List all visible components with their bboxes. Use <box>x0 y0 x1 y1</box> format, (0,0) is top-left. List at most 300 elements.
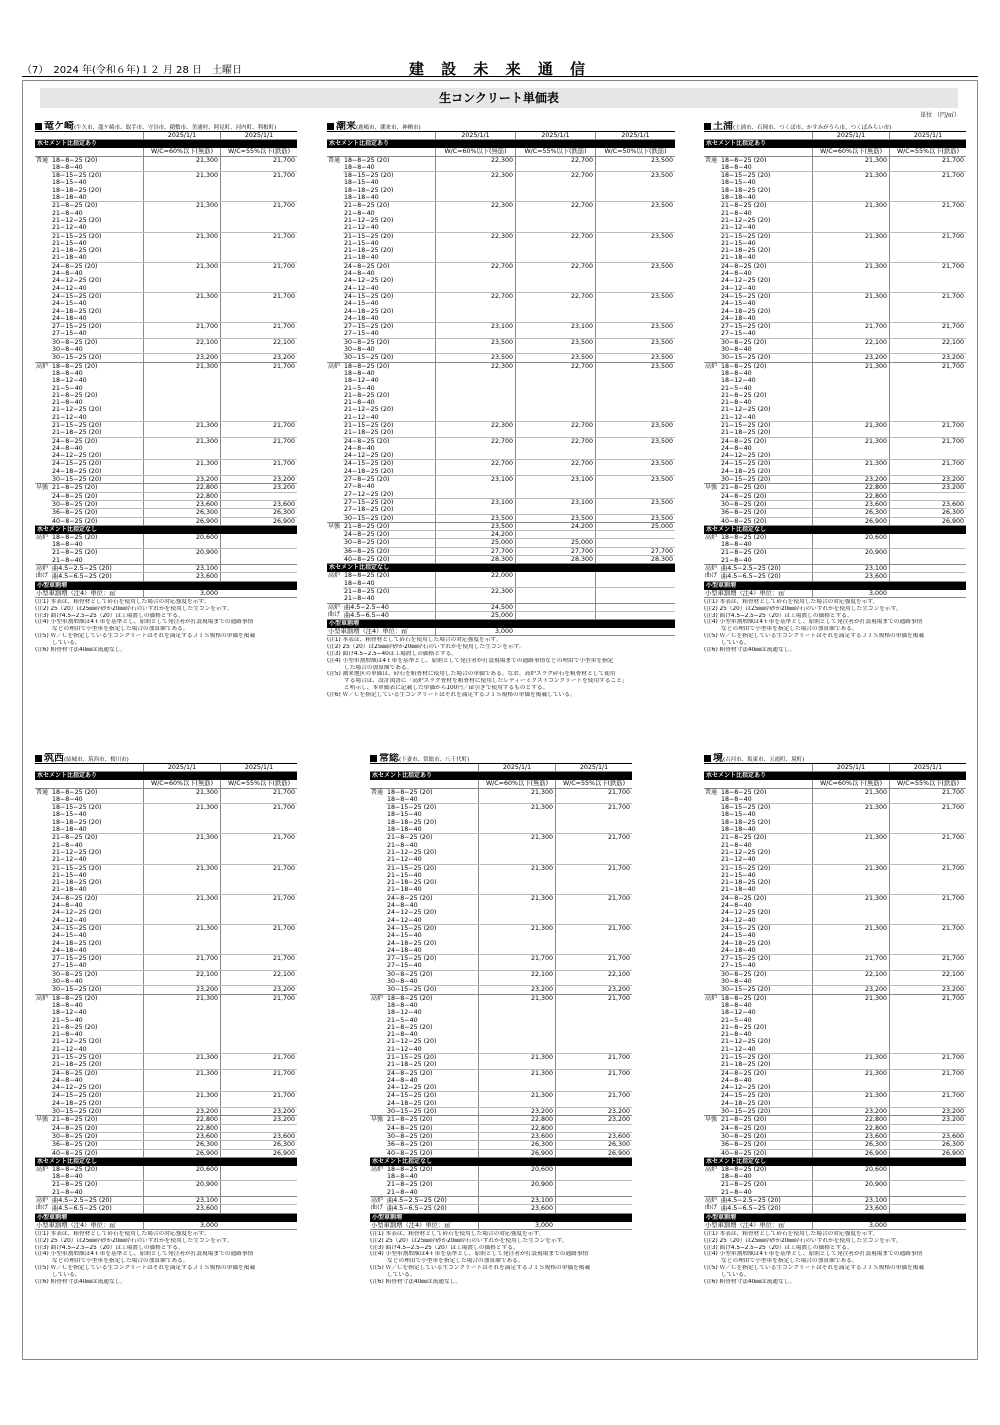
mix-row <box>343 438 675 461</box>
category-label: 高炉 <box>36 362 49 370</box>
price-cell <box>515 612 595 619</box>
spec-line: 21−8−40 <box>721 399 752 407</box>
spec-cell <box>720 172 812 201</box>
price-cell: 23,600 <box>143 501 220 508</box>
spec-line: 24−12−25 (20) <box>344 452 394 460</box>
note-line: (注4) 小型車割増額は4ｔ車を基準とし、原則として発注者が打設現場までの通路事情などの理由で小型車を指定 <box>327 657 614 664</box>
category-rows <box>386 1197 632 1213</box>
spec-line: 24−8−25 (20) <box>387 1069 433 1077</box>
mix-row <box>343 612 675 619</box>
spec-cell <box>51 1092 143 1107</box>
price-cell <box>889 1205 966 1212</box>
spec-cell <box>720 1133 812 1140</box>
note-line: (注3) 曲げ4.5−2.5−25（20）は工場渡しの価格とする。 <box>370 1244 519 1251</box>
price-cell: 22,800 <box>812 1125 889 1132</box>
issue-date-line: （7） 2024 年(令和６年)１２ 月 28 日 土曜日 <box>22 65 243 76</box>
section-bar: 水セメント比指定なし <box>35 526 297 534</box>
date-cell: 2025/1/1 <box>889 764 966 771</box>
spec-line: 24−8−25 (20) <box>52 1069 98 1077</box>
price-cell <box>889 1125 966 1132</box>
spec-cell <box>720 484 812 491</box>
price-cell: 26,300 <box>889 509 966 516</box>
price-cell: 21,700 <box>220 925 297 954</box>
spec-line: 40−8−25 (20) <box>721 1149 767 1157</box>
note-line: (注1) 本表は、粗骨材として砕石を使用した場合の対応強度を示す。 <box>704 598 879 605</box>
category-label: 普通 <box>371 788 384 796</box>
note-line: (注2) 25（20）は25㎜砕砂か20㎜砕石のいずれかを使用した生コンを示す。 <box>35 1237 233 1244</box>
mix-row <box>720 865 966 895</box>
note-line: (注1) 本表は、粗骨材として砕石を使用した場合の対応強度を示す。 <box>370 1230 545 1237</box>
spec-line: 21−8−25 (20) <box>721 1181 767 1189</box>
price-cell: 21,700 <box>220 202 297 231</box>
spec-line: 18−15−40 <box>344 179 379 187</box>
price-cell: 23,200 <box>889 484 966 491</box>
mix-row <box>51 509 297 517</box>
price-cell: 23,200 <box>555 1108 632 1115</box>
spec-cell <box>343 515 435 522</box>
small-truck-row <box>704 1222 966 1230</box>
price-cell: 25,000 <box>595 523 675 530</box>
price-cell: 23,500 <box>595 422 675 437</box>
mix-row <box>51 804 297 834</box>
category-group <box>704 1116 966 1157</box>
mix-row <box>51 484 297 492</box>
small-truck-row <box>35 1222 297 1230</box>
price-cell: 26,900 <box>220 1150 297 1157</box>
mix-row <box>343 523 675 531</box>
price-cell: 21,300 <box>478 925 555 954</box>
spec-line: 21−18−25 (20) <box>52 247 102 255</box>
price-cell: 23,500 <box>595 202 675 231</box>
mix-row <box>51 986 297 993</box>
price-cell: 26,300 <box>220 509 297 516</box>
spec-cell <box>720 1197 812 1204</box>
price-cell: 23,200 <box>220 476 297 483</box>
column-header: W/C=60%以下(無筋) <box>143 780 220 787</box>
price-cell <box>515 531 595 538</box>
mix-row <box>343 572 675 588</box>
mix-row <box>51 422 297 438</box>
mix-row <box>343 588 675 603</box>
spec-line: 21−12−40 <box>52 856 87 864</box>
spec-cell <box>343 363 435 421</box>
spec-cell <box>51 565 143 572</box>
category-rows <box>51 1116 297 1156</box>
price-cell: 23,500 <box>595 438 675 460</box>
spec-line: 21−8−40 <box>721 556 752 564</box>
spec-cell <box>343 263 435 292</box>
spec-line: 24−18−25 (20) <box>387 1099 437 1107</box>
price-cell: 21,300 <box>143 460 220 475</box>
spec-line: 21−8−25 (20) <box>52 1023 98 1031</box>
spec-line: 21−18−40 <box>52 254 87 262</box>
spec-line: 24−15−25 (20) <box>721 924 771 932</box>
small-truck-label: 小型車割増（注4）単位：㎥ <box>36 589 116 597</box>
price-cell: 21,700 <box>220 172 297 201</box>
small-truck-price: 3,000 <box>812 1222 889 1229</box>
note-line: している。 <box>704 639 750 646</box>
spec-cell <box>343 293 435 322</box>
spec-cell <box>386 1108 478 1115</box>
spec-line: 24−18−40 <box>52 314 87 322</box>
spec-cell <box>386 1116 478 1123</box>
spec-line: 21−15−25 (20) <box>344 421 394 429</box>
spec-line: 18−15−25 (20) <box>721 172 771 180</box>
date-cell: 2025/1/1 <box>220 764 297 771</box>
spec-line: 24−15−40 <box>387 932 422 940</box>
category-rows <box>343 572 675 602</box>
category-rows <box>51 1166 297 1196</box>
price-cell: 22,800 <box>478 1125 555 1132</box>
spec-cell <box>720 1166 812 1181</box>
category-rows <box>720 995 966 1116</box>
column-header: W/C=55%以下(鉄筋) <box>515 148 595 155</box>
spec-line: 18−8−25 (20) <box>52 1165 98 1173</box>
category-rows <box>386 995 632 1116</box>
spec-line: 21−15−25 (20) <box>52 864 102 872</box>
spec-cell <box>720 263 812 292</box>
price-cell: 21,700 <box>889 925 966 954</box>
spec-line: 21−12−25 (20) <box>387 848 437 856</box>
price-cell: 21,700 <box>220 1070 297 1092</box>
spec-line: 曲4.5−2.5−25 (20) <box>52 565 112 573</box>
category-label: 普通 <box>36 788 49 796</box>
price-cell: 21,700 <box>555 1092 632 1107</box>
price-cell: 26,300 <box>478 1141 555 1148</box>
price-cell: 21,300 <box>812 293 889 322</box>
spec-cell <box>720 549 812 564</box>
spec-line: 21−18−40 <box>344 254 379 262</box>
spec-line: 24−18−25 (20) <box>344 467 394 475</box>
price-cell: 23,200 <box>889 986 966 993</box>
spec-line: 24−18−25 (20) <box>52 1099 102 1107</box>
region-title <box>327 121 675 132</box>
category-rows <box>720 363 966 484</box>
price-cell: 21,700 <box>220 865 297 894</box>
spec-cell <box>51 438 143 460</box>
spec-line: 18−12−40 <box>721 1009 756 1017</box>
spec-cell <box>386 1197 478 1204</box>
mix-row <box>720 534 966 550</box>
price-cell: 24,500 <box>435 604 515 611</box>
mix-row <box>386 1181 632 1196</box>
spec-line: 21−8−25 (20) <box>52 1116 98 1124</box>
spec-cell <box>51 518 143 525</box>
spec-line: 21−12−40 <box>721 1045 756 1053</box>
spec-line: 18−8−25 (20) <box>721 1165 767 1173</box>
spec-line: 21−8−25 (20) <box>721 202 767 210</box>
spec-line: 30−8−25 (20) <box>52 338 98 346</box>
region-name: 竜ケ崎 <box>44 121 74 132</box>
price-cell: 22,300 <box>435 157 515 172</box>
note-line: (注4) 小型車割増額は4ｔ車を基準とし、原則として発注者が打設現場までの通路事情 <box>704 619 923 626</box>
spec-line: 18−15−25 (20) <box>52 172 102 180</box>
mix-row <box>720 518 966 525</box>
spec-line: 21−12−25 (20) <box>52 1038 102 1046</box>
spec-line: 18−8−40 <box>721 795 752 803</box>
spec-line: 24−18−25 (20) <box>344 307 394 315</box>
spec-line: 21−8−25 (20) <box>721 484 767 492</box>
spec-cell <box>51 1197 143 1204</box>
mix-row <box>51 1181 297 1196</box>
price-cell: 23,500 <box>595 499 675 514</box>
spec-line: 21−18−25 (20) <box>344 247 394 255</box>
section-bar: 水セメント比指定なし <box>370 1158 632 1166</box>
spec-line: 24−8−40 <box>52 444 83 452</box>
spec-cell <box>720 955 812 970</box>
price-cell: 21,300 <box>812 925 889 954</box>
price-cell: 23,100 <box>515 323 595 338</box>
region-block-sakai <box>704 753 966 1285</box>
spec-cell <box>386 1054 478 1069</box>
spec-cell <box>51 971 143 986</box>
price-cell: 23,100 <box>435 476 515 498</box>
price-cell: 21,700 <box>220 789 297 804</box>
price-cell: 20,900 <box>143 1181 220 1196</box>
spec-line: 36−8−25 (20) <box>344 547 390 555</box>
category-rows <box>386 1166 632 1196</box>
price-cell: 21,300 <box>143 1054 220 1069</box>
spec-line: 曲4.5−6.5−40 <box>344 611 389 619</box>
mix-row <box>720 573 966 580</box>
column-header: W/C=55%以下(鉄筋) <box>220 780 297 787</box>
price-cell: 23,200 <box>220 484 297 491</box>
note-line: (注4) 小型車割増額は4ｔ車を基準とし、原則として発注者が打設現場までの通路事情 <box>704 1251 923 1258</box>
spec-line: 27−15−40 <box>344 330 379 338</box>
category-label: 高炉 <box>705 362 718 370</box>
spec-line: 30−8−25 (20) <box>344 338 390 346</box>
region-name: 常総 <box>379 753 399 764</box>
mix-row <box>720 789 966 805</box>
spec-cell <box>386 1070 478 1092</box>
price-cell: 21,700 <box>555 895 632 924</box>
spec-line: 24−8−25 (20) <box>721 492 767 500</box>
spec-line: 21−5−40 <box>721 384 752 392</box>
spec-cell <box>720 1116 812 1123</box>
price-cell: 26,900 <box>478 1150 555 1157</box>
mix-row <box>720 834 966 864</box>
spec-line: 40−8−25 (20) <box>721 517 767 525</box>
spec-line: 24−8−25 (20) <box>721 1124 767 1132</box>
note-line: (注6) Ｗ／Ｃを指定している生コンクリートはそれを満足するＪＩＳ規格の単価を掲載している。 <box>327 691 576 698</box>
date-row-blank <box>35 764 143 771</box>
spec-line: 24−12−25 (20) <box>721 1084 771 1092</box>
price-cell: 25,000 <box>515 539 595 546</box>
price-cell: 21,700 <box>143 955 220 970</box>
spec-cell <box>720 1181 812 1196</box>
spec-line: 24−8−25 (20) <box>52 894 98 902</box>
spec-line: 30−15−25 (20) <box>387 1108 437 1116</box>
spec-line: 24−8−40 <box>721 444 752 452</box>
date-row <box>35 764 297 772</box>
spec-cell <box>343 422 435 437</box>
spec-line: 24−18−25 (20) <box>52 307 102 315</box>
spec-line: 36−8−25 (20) <box>52 1141 98 1149</box>
spec-cell <box>720 573 812 580</box>
mix-row <box>386 789 632 805</box>
price-cell: 22,300 <box>435 172 515 201</box>
price-cell: 23,600 <box>555 1133 632 1140</box>
spec-line: 24−8−40 <box>344 270 375 278</box>
mix-row <box>51 1116 297 1124</box>
spec-cell <box>386 1205 478 1212</box>
spec-line: 30−8−25 (20) <box>344 539 390 547</box>
spec-line: 18−8−25 (20) <box>52 362 98 370</box>
price-cell: 21,300 <box>812 1054 889 1069</box>
category-rows <box>720 565 966 581</box>
spec-line: 30−15−25 (20) <box>52 1108 102 1116</box>
spec-line: 24−15−40 <box>344 300 379 308</box>
spec-cell <box>343 588 435 603</box>
price-cell: 21,300 <box>478 895 555 924</box>
price-cell: 23,100 <box>143 565 220 572</box>
price-cell: 21,300 <box>143 263 220 292</box>
date-cell: 2025/1/1 <box>515 132 595 139</box>
spec-line: 21−12−25 (20) <box>344 216 394 224</box>
spec-line: 24−8−40 <box>52 1076 83 1084</box>
price-cell: 22,100 <box>889 339 966 354</box>
mix-row <box>51 1197 297 1205</box>
mix-row <box>720 1181 966 1196</box>
mix-row <box>51 549 297 564</box>
mix-row <box>51 955 297 971</box>
spec-cell <box>51 323 143 338</box>
spec-cell <box>720 438 812 460</box>
region-block-itako <box>327 121 675 699</box>
note-line: (注1) 本表は、粗骨材として砕石を使用した場合の対応強度を示す。 <box>35 1230 210 1237</box>
spec-line: 18−8−40 <box>387 795 418 803</box>
spec-line: 18−8−40 <box>721 1001 752 1009</box>
spec-line: 24−8−25 (20) <box>387 1124 433 1132</box>
spec-cell <box>51 1133 143 1140</box>
category-rows <box>343 604 675 620</box>
category-rows <box>51 484 297 524</box>
price-cell: 23,200 <box>812 1108 889 1115</box>
spec-line: 21−8−40 <box>721 1031 752 1039</box>
price-cell: 22,800 <box>143 484 220 491</box>
spec-line: 18−8−25 (20) <box>344 362 390 370</box>
spec-line: 18−15−25 (20) <box>387 804 437 812</box>
date-cell: 2025/1/1 <box>812 132 889 139</box>
spec-line: 30−8−40 <box>721 346 752 354</box>
note-line: (注4) 小型車割増額は4ｔ車を基準とし、原則として発注者が打設現場までの通路事情 <box>35 619 254 626</box>
spec-line: 曲4.5−2.5−25 (20) <box>387 1197 447 1205</box>
spec-cell <box>720 1125 812 1132</box>
price-cell: 23,200 <box>143 986 220 993</box>
note-line: (注4) 小型車割増額は4ｔ車を基準とし、原則として発注者が打設現場までの通路事情 <box>370 1251 589 1258</box>
mix-row <box>720 1205 966 1212</box>
spec-cell <box>51 789 143 804</box>
price-cell: 23,100 <box>515 476 595 498</box>
price-cell: 23,200 <box>555 986 632 993</box>
price-cell <box>220 1205 297 1212</box>
note-line: (注5) Ｗ／Ｃを指定している生コンクリートはそれを満足するＪＩＳ規格の単価を掲載 <box>704 632 925 639</box>
spec-line: 24−18−25 (20) <box>721 467 771 475</box>
mix-row <box>386 895 632 925</box>
spec-cell <box>720 995 812 1053</box>
category-label: 普通 <box>328 156 341 164</box>
note-line: (注3) 曲げ4.5−2.5−25（20）は工場渡しの価格とする。 <box>704 1244 853 1251</box>
category-label: 早強 <box>705 484 718 492</box>
price-cell: 23,500 <box>595 172 675 201</box>
price-cell: 21,300 <box>812 422 889 437</box>
mix-row <box>386 834 632 864</box>
spec-line: 21−8−25 (20) <box>344 391 390 399</box>
small-truck-label: 小型車割増（注4）単位：㎥ <box>328 628 408 636</box>
price-cell: 21,300 <box>812 233 889 262</box>
category-group <box>704 534 966 565</box>
spec-line: 24−18−40 <box>52 946 87 954</box>
spec-line: 18−8−40 <box>721 369 752 377</box>
spec-line: 27−15−40 <box>52 962 87 970</box>
spec-line: 27−8−25 (20) <box>344 476 390 484</box>
spec-line: 24−8−40 <box>344 444 375 452</box>
spec-line: 27−12−25 (20) <box>344 490 394 498</box>
price-cell: 21,700 <box>220 233 297 262</box>
spec-line: 21−12−40 <box>52 1045 87 1053</box>
category-label: 高炉 <box>705 1165 718 1173</box>
spec-line: 24−12−40 <box>344 284 379 292</box>
spec-line: 21−12−25 (20) <box>721 848 771 856</box>
price-cell: 21,700 <box>889 1070 966 1092</box>
spec-line: 18−8−25 (20) <box>52 533 98 541</box>
price-cell: 23,600 <box>889 501 966 508</box>
spec-line: 18−8−40 <box>52 1001 83 1009</box>
spec-line: 21−18−25 (20) <box>52 429 102 437</box>
note-line: と明示し、本単価表に記載した単価から100円／㎥引きで使用するものとする。 <box>327 684 549 691</box>
price-cell: 23,500 <box>515 354 595 361</box>
price-cell: 23,100 <box>515 499 595 514</box>
category-label: 早強 <box>36 484 49 492</box>
price-cell: 23,200 <box>889 1108 966 1115</box>
price-cell: 21,700 <box>889 422 966 437</box>
spec-line: 21−8−40 <box>387 1188 418 1196</box>
date-row <box>704 764 966 772</box>
price-cell: 24,200 <box>435 531 515 538</box>
unit-label: 単位 （円/㎥） <box>920 112 960 119</box>
price-cell: 22,800 <box>143 493 220 500</box>
price-cell: 21,700 <box>220 1054 297 1069</box>
category-rows <box>386 1116 632 1156</box>
column-header-row <box>327 148 675 156</box>
mix-row <box>720 501 966 509</box>
spec-line: 24−15−25 (20) <box>52 292 102 300</box>
price-cell: 21,700 <box>143 323 220 338</box>
category-rows <box>720 1166 966 1196</box>
category-label: 高炉曲げ <box>371 1197 384 1212</box>
price-cell: 21,300 <box>143 233 220 262</box>
mix-row <box>720 202 966 232</box>
note-line: (注5) Ｗ／Ｃを指定している生コンクリートはそれを満足するＪＩＳ規格の単価を掲載 <box>35 1264 256 1271</box>
section-bar: 小型車割増 <box>35 1214 297 1222</box>
spec-line: 30−8−25 (20) <box>387 1132 433 1140</box>
spec-line: 曲4.5−6.5−25 (20) <box>52 573 112 581</box>
spec-line: 24−8−40 <box>721 902 752 910</box>
price-cell: 21,700 <box>220 323 297 338</box>
category-group <box>704 1166 966 1197</box>
spec-line: 27−15−25 (20) <box>721 323 771 331</box>
price-cell: 21,300 <box>812 157 889 172</box>
price-cell: 22,300 <box>435 363 515 421</box>
spec-cell <box>386 834 478 863</box>
price-cell: 23,200 <box>220 1108 297 1115</box>
price-cell <box>555 1197 632 1204</box>
price-cell: 21,300 <box>812 804 889 833</box>
spec-line: 18−8−25 (20) <box>721 156 767 164</box>
price-cell: 21,700 <box>889 804 966 833</box>
spec-line: 21−8−25 (20) <box>52 549 98 557</box>
spec-cell <box>343 339 435 354</box>
